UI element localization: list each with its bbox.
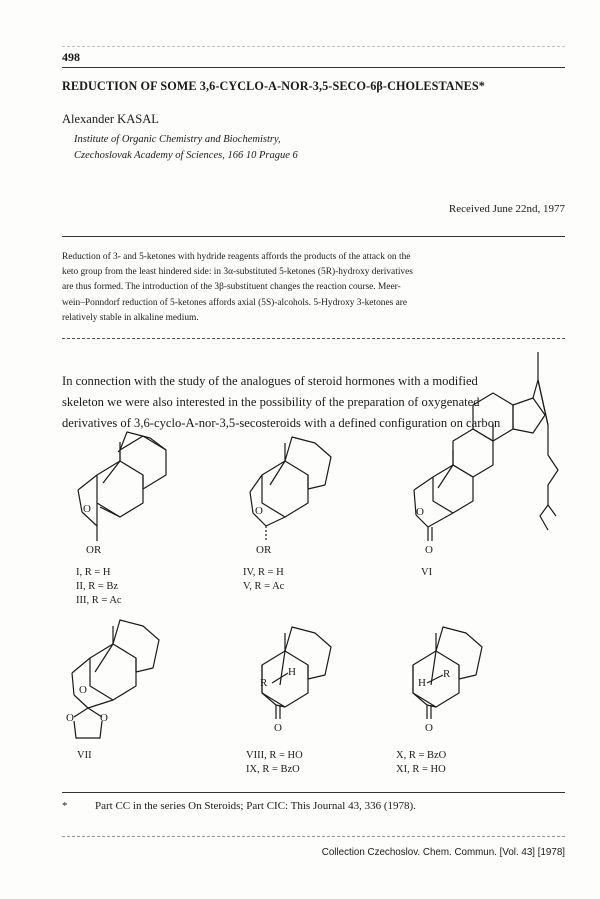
structure-4	[72, 620, 159, 738]
body-line: skeleton we were also interested in the possibility of the preparation of oxygenated	[62, 395, 480, 409]
structure-5	[262, 627, 331, 719]
atom-label-o: O	[425, 722, 433, 734]
page-number: 498	[62, 50, 80, 64]
footnote-marker: *	[62, 800, 68, 812]
abstract-line: are thus formed. The introduction of the 3β-substituent changes the reaction course. Meer-	[62, 282, 401, 293]
abstract-line: Reduction of 3- and 5-ketones with hydride reagents affords the products of the attack on the	[62, 252, 411, 262]
atom-label-or: OR	[256, 544, 272, 556]
structure-3	[414, 352, 558, 541]
atom-label-o: O	[416, 506, 424, 518]
footer-rule	[62, 836, 565, 837]
article-title: REDUCTION OF SOME 3,6-CYCLO-A-NOR-3,5-SECO-6β-CHOLESTANES*	[62, 79, 485, 93]
compound-label: II, R = Bz	[76, 581, 119, 592]
structure-1	[78, 432, 166, 541]
atom-label-h: H	[288, 666, 296, 678]
atom-label-o: O	[255, 505, 263, 517]
compound-label: VI	[421, 567, 433, 578]
atom-label-r: R	[260, 677, 268, 689]
atom-label-o: O	[66, 712, 74, 724]
atom-label-o: O	[274, 722, 282, 734]
atom-label-h: H	[418, 677, 426, 689]
author-name: Alexander KASAL	[62, 112, 159, 126]
compound-labels-4	[77, 749, 92, 763]
compound-label: V, R = Ac	[243, 581, 285, 592]
atom-label-r: R	[443, 668, 451, 680]
compound-labels-5	[246, 749, 303, 777]
atom-label-o: O	[425, 544, 433, 556]
footnote-rule	[62, 792, 565, 793]
abstract-line: wein–Ponndorf reduction of 5-ketones affords axial (5S)-alcohols. 5-Hydroxy 3-ketones are	[62, 297, 408, 308]
body-line: derivatives of 3,6-cyclo-A-nor-3,5-secosteroids with a defined configuration on carbon	[62, 416, 501, 430]
compound-labels-1	[76, 566, 122, 608]
structure-2	[250, 437, 331, 541]
compound-label: III, R = Ac	[76, 595, 122, 606]
compound-label: VIII, R = HO	[246, 750, 303, 761]
affiliation-line-1: Institute of Organic Chemistry and Biochemistry,	[74, 134, 281, 145]
atom-label-or: OR	[86, 544, 102, 556]
atom-label-o: O	[79, 684, 87, 696]
compound-label: IX, R = BzO	[246, 764, 300, 775]
compound-label: X, R = BzO	[396, 750, 447, 761]
body-line: In connection with the study of the analogues of steroid hormones with a modified	[62, 374, 478, 388]
compound-labels-6	[396, 749, 446, 777]
compound-label: IV, R = H	[243, 567, 284, 578]
affiliation-line-2: Czechoslovak Academy of Sciences, 166 10 Prague 6	[74, 150, 298, 161]
received-date: Received June 22nd, 1977	[448, 203, 565, 215]
compound-label: VII	[77, 750, 92, 761]
compound-label: XI, R = HO	[396, 764, 446, 775]
journal-footer: Collection Czechoslov. Chem. Commun. [Vol. 43] [1978]	[321, 847, 565, 858]
footnote	[62, 800, 416, 812]
atom-label-o: O	[100, 712, 108, 724]
compound-label: I, R = H	[76, 567, 111, 578]
compound-labels-3	[421, 566, 432, 580]
atom-label-o: O	[83, 503, 91, 515]
abstract-line: relatively stable in alkaline medium.	[62, 312, 199, 323]
compound-labels-2	[243, 566, 284, 594]
abstract-line: keto group from the least hindered side: in 3α-substituted 5-ketones (5R)-hydroxy derivatives	[62, 267, 413, 278]
footnote-text: Part CC in the series On Steroids; Part CIC: This Journal 43, 336 (1978).	[95, 800, 416, 812]
